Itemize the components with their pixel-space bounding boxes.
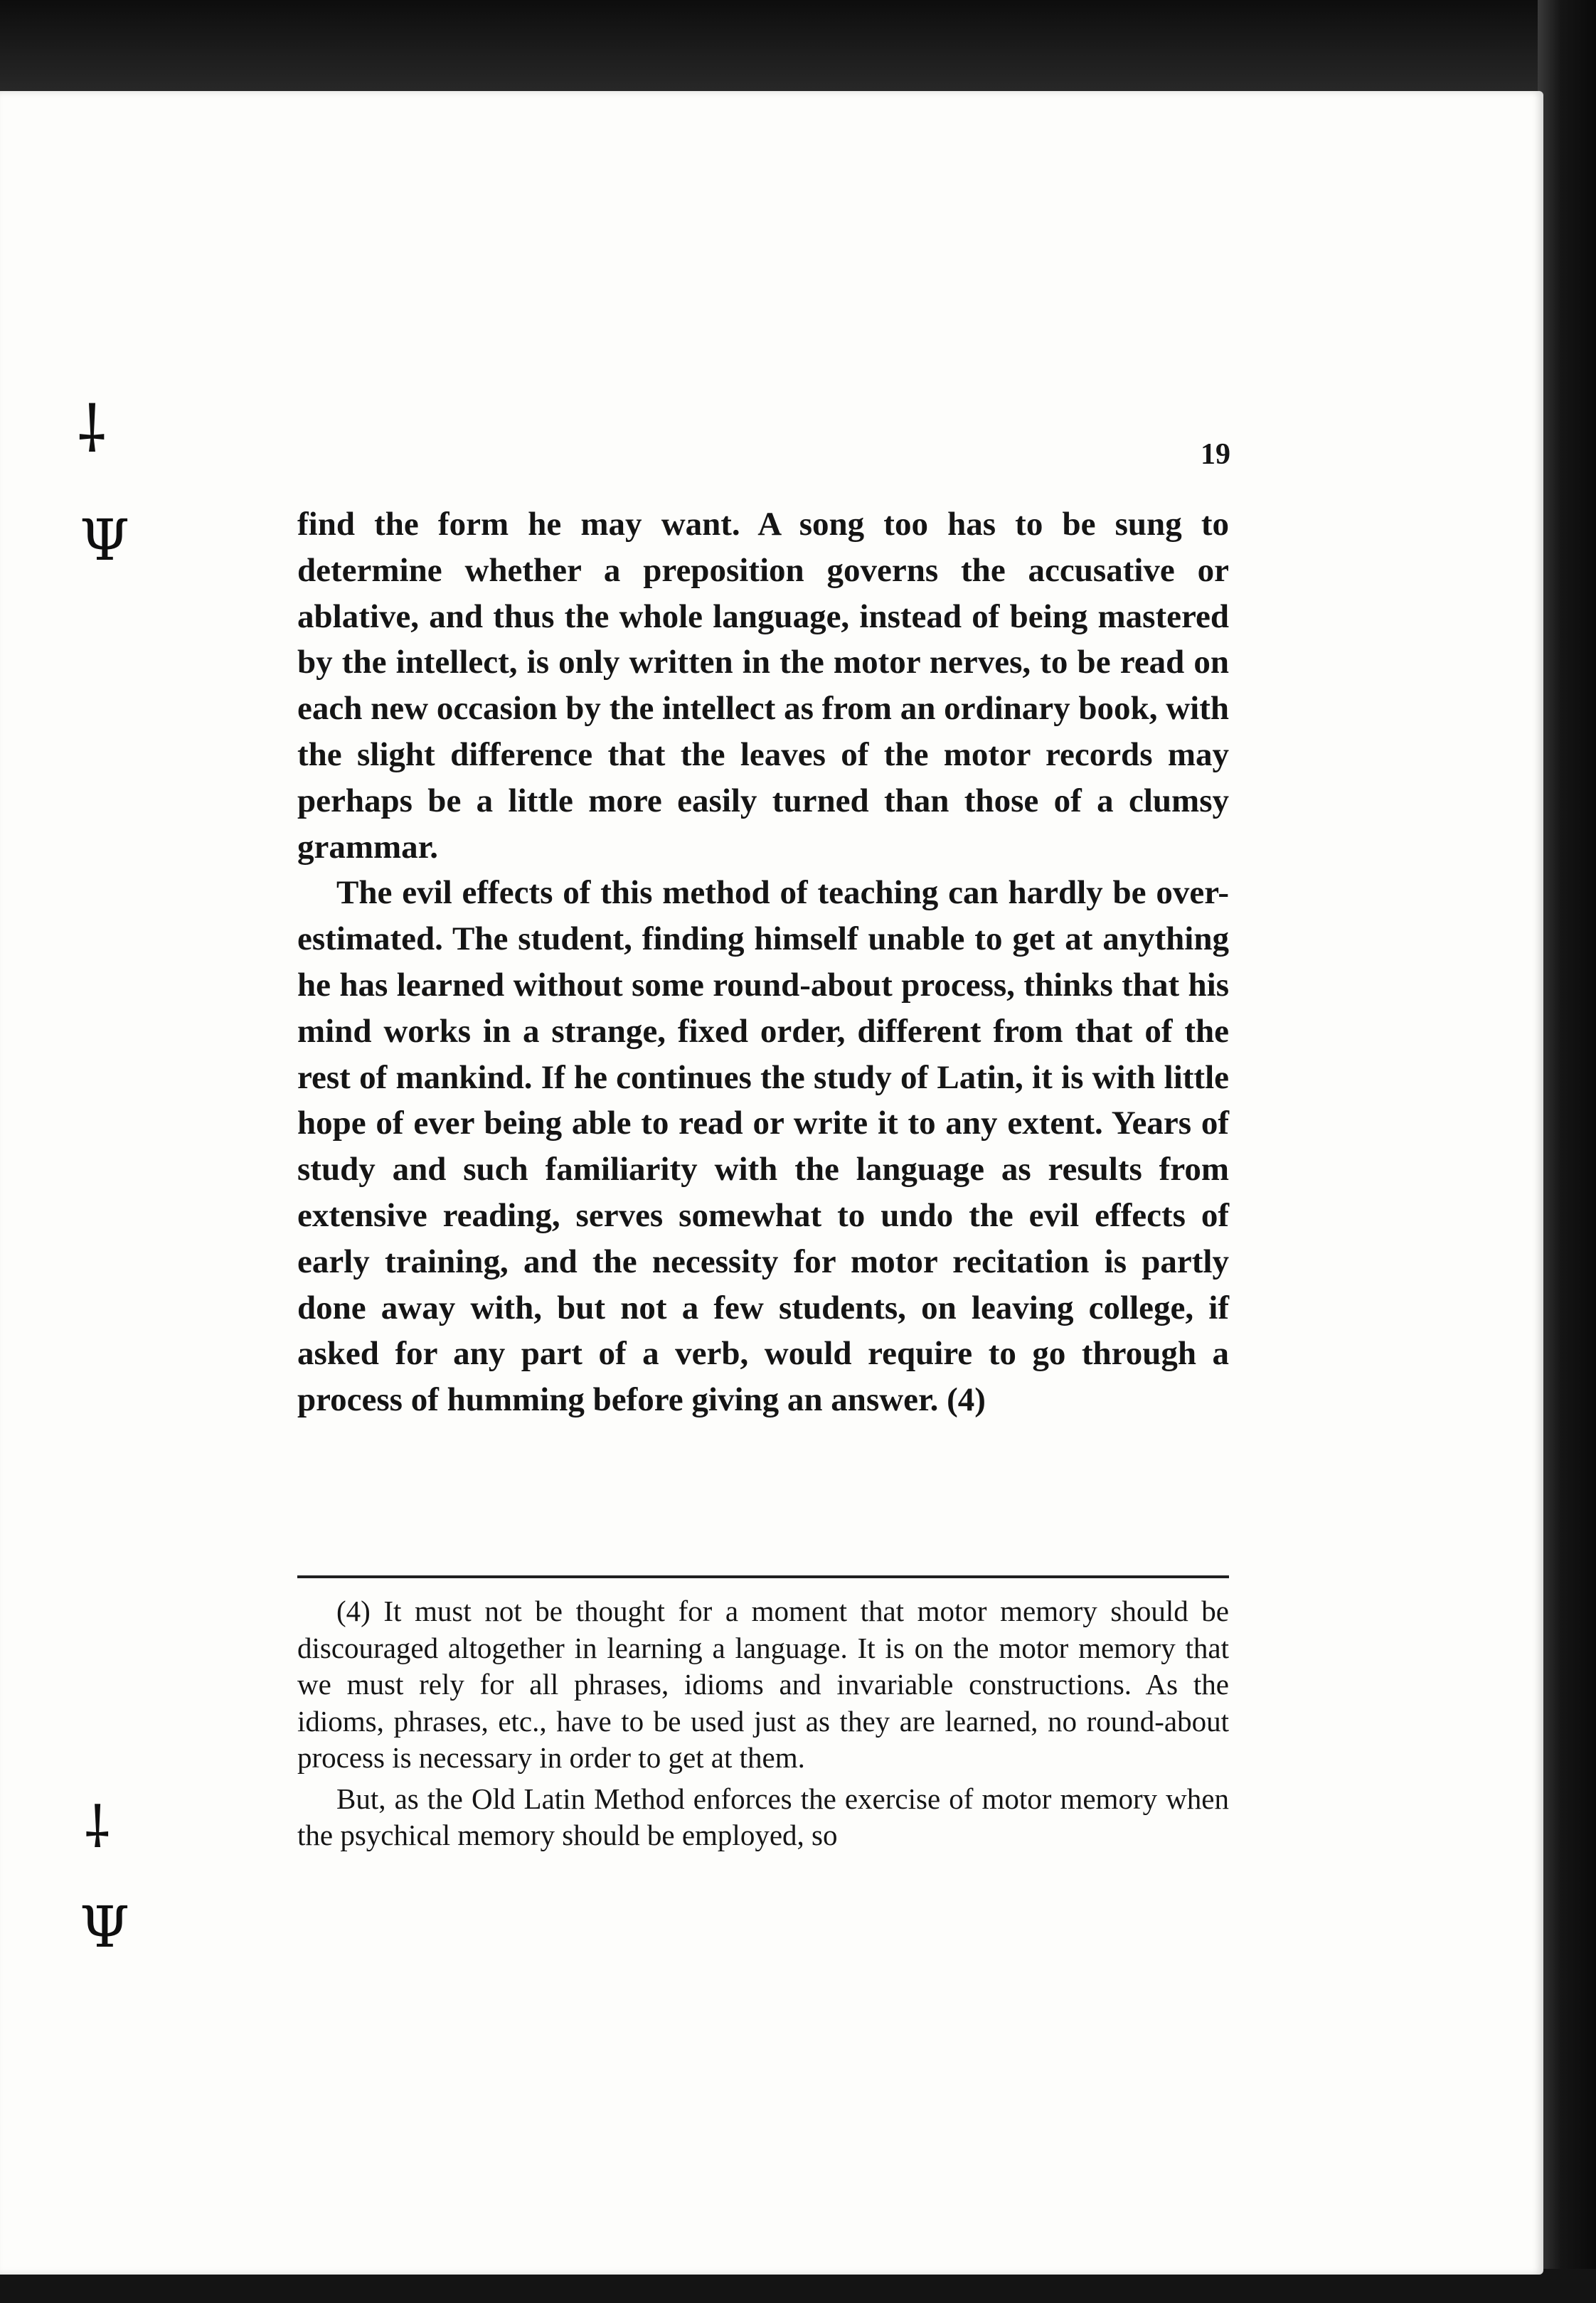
footnotes <box>297 1593 1229 1854</box>
main-text <box>297 501 1229 1423</box>
footnote-divider <box>297 1575 1229 1578</box>
margin-binding-mark-icon: Ψ <box>80 507 130 573</box>
footnote: But, as the Old Latin Method enforces the exercise of motor memory when the psychical memory should be employed, so <box>297 1782 1229 1851</box>
margin-binding-mark-icon: ⸸ <box>84 1794 111 1861</box>
scan-background-right <box>1538 0 1596 2303</box>
paragraph: find the form he may want. A song too has to be sung to determine whether a preposition governs the accusative or ablative, and thus the whole language, instead of being mastered by the intellect, is only written in the motor nerves, to be read on each new occasion by the intellect as from an ordinary book, with the slight difference that the leaves of the motor records may perhaps be a little more easily turned than those of a clumsy grammar. <box>297 506 1229 866</box>
footnote: (4) It must not be thought for a moment that motor memory should be discouraged altogether in learning a language. It is on the motor memory that we must rely for all phrases, idioms and invariable constructions. As the idioms, phrases, etc., have to be used just as they are learned, no round-about process is necessary in order to get at them. <box>297 1595 1229 1774</box>
margin-binding-mark-icon: Ψ <box>80 1894 130 1960</box>
scan-background-top <box>0 0 1596 100</box>
page-number: 19 <box>1201 438 1230 471</box>
paragraph: The evil effects of this method of teaching can hardly be over-estimated. The student, finding himself unable to get at anything he has learned without some round-about process, thinks that his mind works in a strange, fixed order, different from that of the rest of mankind. If he continues the study of Latin, it is with little hope of ever being able to read or write it to any extent. Years of study and such familiarity with the language as results from extensive reading, serves somewhat to undo the evil effects of early training, and the necessity for motor recitation is partly done away with, but not a few students, on leaving college, if asked for any part of a verb, would require to go through a process of humming before giving an answer. (4) <box>297 874 1229 1419</box>
margin-binding-mark-icon: ⸸ <box>77 393 107 467</box>
